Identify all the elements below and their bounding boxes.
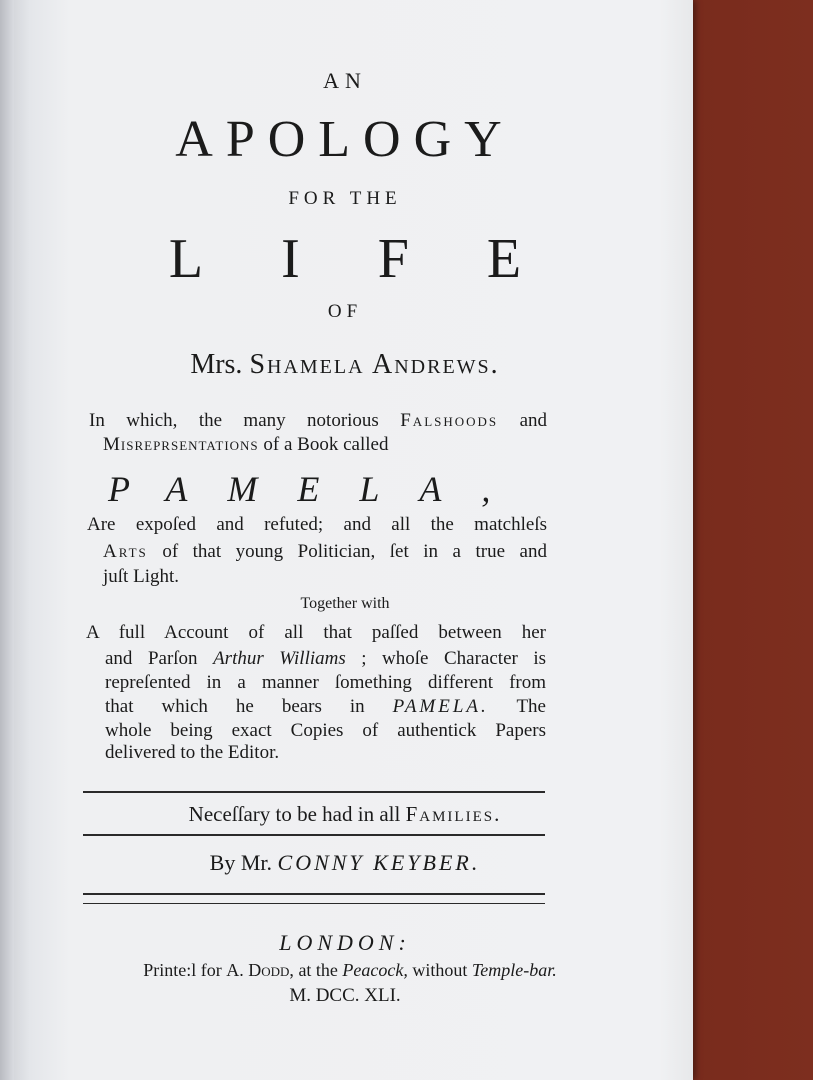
- account-line-5: whole being exact Copies of authentick Papers: [105, 720, 546, 741]
- account-text: that which he bears in: [105, 696, 365, 717]
- account-text: The: [516, 696, 546, 717]
- subject-prefix: Mrs.: [190, 349, 243, 380]
- falshoods-text: Falshoods: [400, 410, 499, 431]
- title-an: AN: [323, 68, 367, 93]
- divider-rule: [83, 791, 545, 793]
- description-line-4: [103, 541, 547, 563]
- imprint-text: at the: [298, 960, 338, 980]
- title-life: LIFE: [168, 228, 600, 290]
- description-line-3: Are expoſed and refuted; and all the matchleſs: [87, 514, 547, 535]
- account-line-1: A full Account of all that paſſed between her: [86, 622, 546, 643]
- page-gutter: [0, 0, 14, 1080]
- arthur-williams-text: Arthur Williams: [213, 648, 346, 669]
- account-line-2: [105, 648, 546, 670]
- imprint-text: Printe:l for: [143, 960, 222, 980]
- title-of: OF: [327, 301, 363, 322]
- description-text: In which, the many notorious: [89, 410, 379, 431]
- description-line-2: [103, 434, 513, 456]
- divider-rule: [83, 834, 545, 836]
- description-text: of that young Politician, ſet in a true and: [162, 541, 547, 562]
- pamela-reference-text: PAMELA.: [392, 696, 489, 717]
- author-prefix: By Mr.: [209, 850, 273, 875]
- title-apology: APOLOGY: [175, 111, 515, 168]
- necessary-line: [60, 802, 630, 827]
- account-line-6: delivered to the Editor.: [105, 742, 280, 763]
- book-title-pamela: PAMELA,: [108, 469, 531, 509]
- account-line-4: [105, 696, 546, 718]
- author-line: [60, 850, 630, 876]
- necessary-text: Neceſſary to be had in all: [188, 802, 401, 826]
- divider-rule: [83, 903, 545, 904]
- together-with: Together with: [300, 595, 390, 612]
- families-text: Families.: [405, 802, 502, 826]
- account-line-3: repreſented in a manner ſomething different from: [105, 672, 546, 693]
- imprint-text: without: [412, 960, 468, 980]
- subject-line: [60, 349, 630, 381]
- printer-name: A. Dodd,: [226, 960, 294, 980]
- account-text: ; whoſe Character is: [361, 648, 547, 669]
- description-line-5: juſt Light.: [103, 566, 179, 587]
- description-text: and: [519, 410, 547, 431]
- author-name: CONNY KEYBER.: [277, 850, 481, 875]
- divider-rule: [83, 893, 545, 895]
- imprint-year: M. DCC. XLI.: [289, 985, 401, 1006]
- arts-text: Arts: [103, 541, 148, 562]
- misrepresentations-text: Misreprsentations: [103, 434, 259, 455]
- title-for-the: FOR THE: [288, 188, 402, 209]
- description-line-1: [89, 410, 547, 432]
- account-text: and Parſon: [105, 648, 198, 669]
- temple-bar-text: Temple-bar.: [471, 960, 557, 980]
- imprint-city: LONDON:: [279, 930, 411, 955]
- peacock-text: Peacock,: [342, 960, 408, 980]
- description-text: of a Book called: [263, 434, 389, 455]
- imprint-printer-line: [70, 960, 630, 981]
- subject-name: Shamela Andrews.: [249, 349, 500, 380]
